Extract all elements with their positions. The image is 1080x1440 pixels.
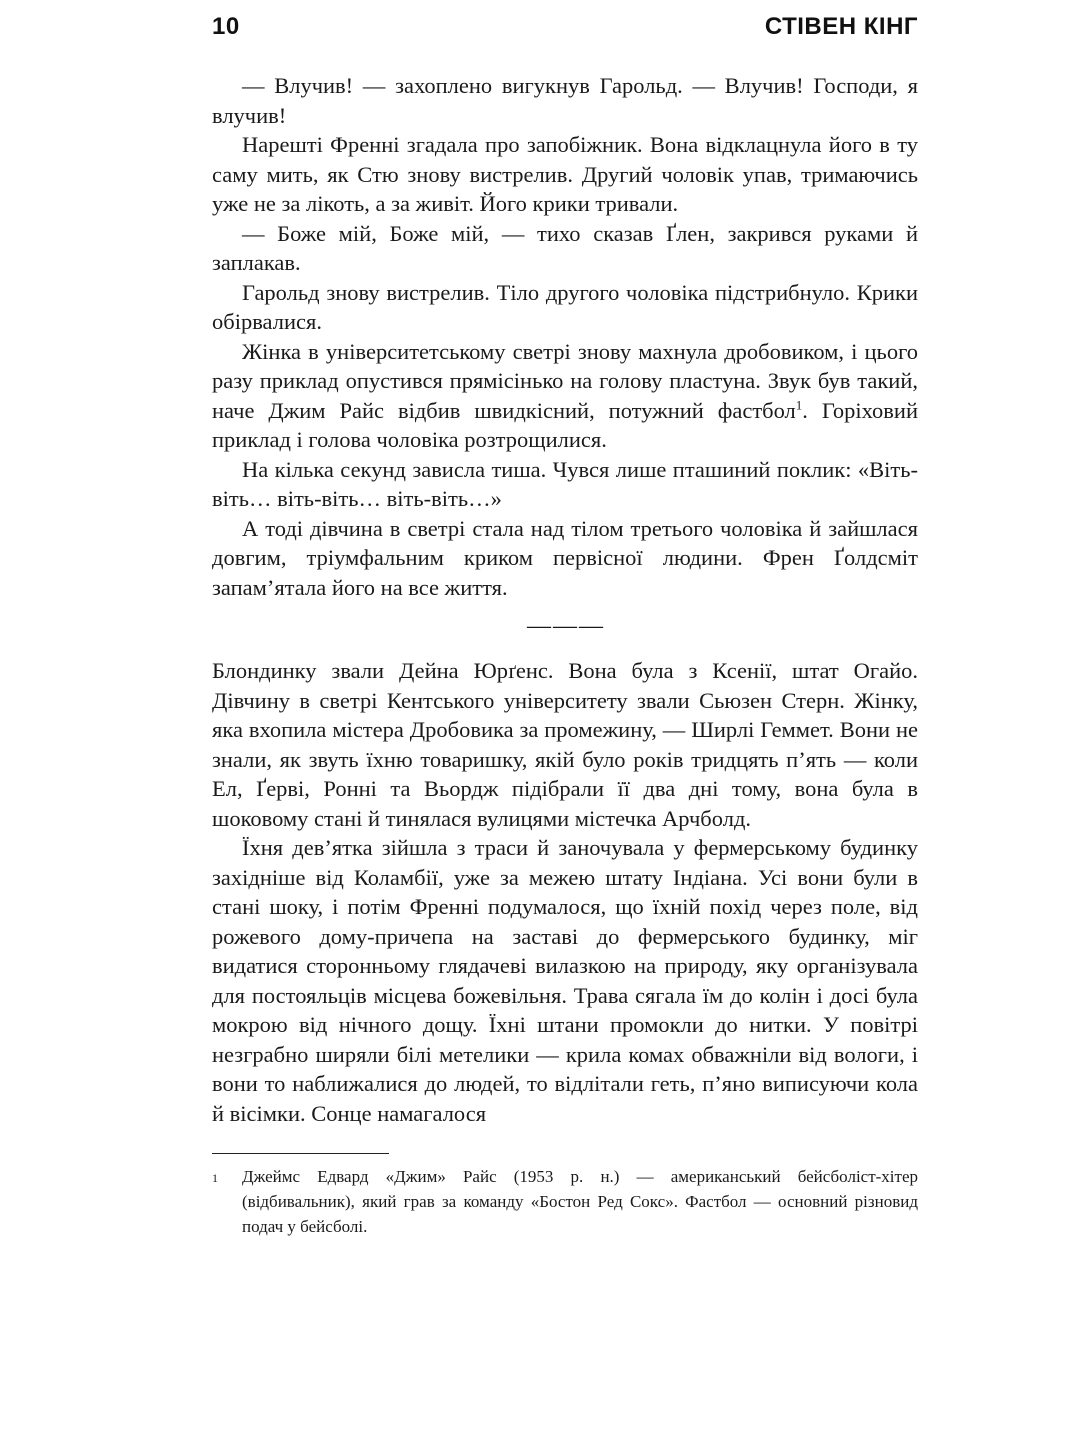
- paragraph: На кілька секунд зависла тиша. Чувся лише пташиний поклик: «Віть-віть… віть-віть… віть-віть…»: [212, 456, 918, 511]
- paragraph: Гарольд знову вистрелив. Тіло другого чоловіка підстрибнуло. Крики обірвалися.: [212, 279, 918, 334]
- footnote-separator: [212, 1153, 389, 1154]
- paragraph: Їхня дев’ятка зійшла з траси й заночувала у фермерському будинку західніше від Коламбії, уже за межею штату Індіана. Усі вони були в стані шоку, і потім Френні подумалося, що їхній похід через поле, від рожевого дому-причепа на заставі до фермерського будинку, міг видатися сторонньому глядачеві вилазкою на природу, яку організувала для постояльців місцева божевільня. Трава сягала їм до колін і досі була мокрою від нічного дощу. Їхні штани промокли до нитки. У повітрі незграбно ширяли білі метелики — крила комах обважніли від вологи, і вони то наближалися до людей, то відлітали геть, п’яно виписуючи кола й вісімки. Сонце намагалося: [212, 835, 918, 1126]
- page-number: 10: [212, 13, 240, 40]
- text-section-1: [212, 71, 918, 602]
- paragraph-text: Жінка в університетському светрі знову махнула дробовиком, і цього разу приклад опустився прямісінько на голову пластуна. Звук був такий, наче Джим Райс відбив швидкісний, потужний фастбол: [212, 338, 918, 423]
- footnote-reference[interactable]: 1: [795, 397, 803, 412]
- paragraph-text: . Горіховий приклад і голова чоловіка розтрощилися.: [212, 397, 918, 452]
- paragraph-with-footnote: [212, 337, 918, 455]
- paragraph: Блондинку звали Дейна Юрґенс. Вона була з Ксенії, штат Огайо. Дівчину в светрі Кентського університету звали Сьюзен Стерн. Жінку, яка вхопила містера Дробовика за промежину, — Ширлі Геммет. Вони не знали, як звуть їхню товаришку, якій було років тридцять п’ять — коли Ел, Ґерві, Ронні та Вьордж підібрали її два дні тому, вона була в шоковому стані й тинялася вулицями містечка Арчболд.: [212, 658, 918, 831]
- paragraph: Нарешті Френні згадала про запобіжник. Вона відклацнула його в ту саму мить, як Стю знову вистрелив. Другий чоловік упав, тримаючись уже не за лікоть, а за живіт. Його крики тривали.: [212, 132, 918, 216]
- paragraph: А тоді дівчина в светрі стала над тілом третього чоловіка й зайшлася довгим, тріумфальним криком первісної людини. Френ Ґолдсміт запам’ятала його на все життя.: [212, 515, 918, 600]
- author-name: СТІВЕН КІНГ: [764, 13, 918, 40]
- paragraph: — Влучив! — захоплено вигукнув Гарольд. — Влучив! Господи, я влучив!: [212, 73, 918, 128]
- footnote-number: 1: [212, 1171, 218, 1185]
- section-divider: ———: [527, 613, 605, 639]
- text-section-2: [212, 656, 918, 1128]
- paragraph: — Боже мій, Боже мій, — тихо сказав Ґлен, закрився руками й заплакав.: [212, 220, 918, 275]
- footnote-text: Джеймс Едвард «Джим» Райс (1953 р. н.) — американський бейсболіст-хітер (відбивальник), який грав за команду «Бостон Ред Сокс». Фастбол — основний різновид подач у бейсболі.: [242, 1167, 918, 1236]
- running-header: [212, 10, 918, 44]
- footnote: [212, 1164, 918, 1239]
